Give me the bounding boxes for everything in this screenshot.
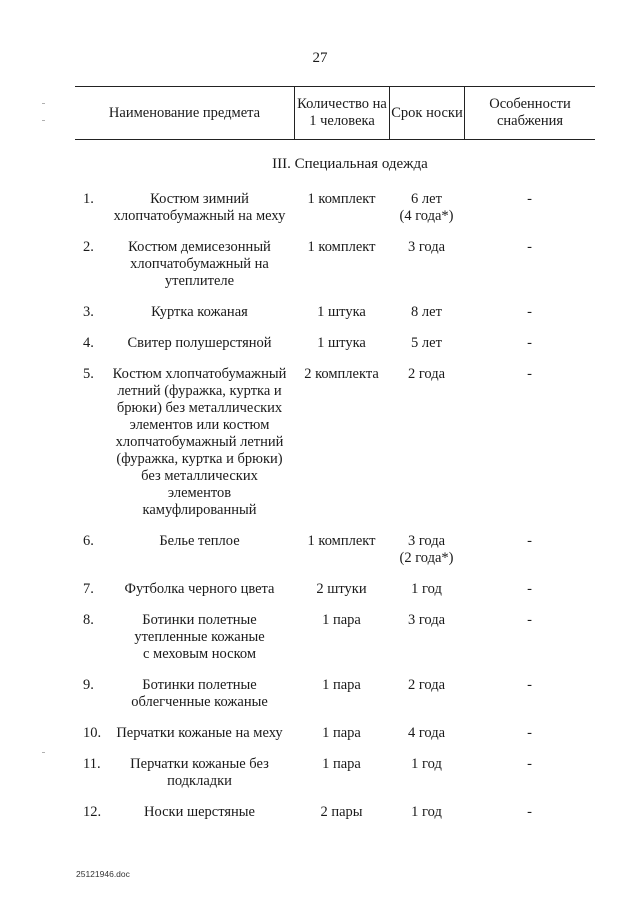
- row-number: 2.: [83, 239, 94, 255]
- header-name: Наименование предмета: [108, 104, 261, 121]
- item-name-line: камуфлированный: [142, 502, 257, 518]
- item-term-line: 8 лет: [411, 304, 442, 320]
- item-name: [105, 677, 294, 711]
- item-term-line: 4 года: [407, 725, 446, 741]
- table-row: [75, 804, 595, 821]
- table-row: [75, 335, 595, 352]
- item-name-line: утепленные кожаные: [134, 629, 265, 645]
- item-name-line: с меховым носком: [142, 646, 257, 662]
- row-number: 6.: [83, 533, 94, 549]
- item-name-line: Свитер полушерстяной: [127, 335, 272, 351]
- item-term: [389, 612, 464, 663]
- item-name: [105, 725, 294, 742]
- margin-mark: [42, 752, 45, 753]
- footer-doc-code: 25121946.doc: [76, 869, 130, 879]
- item-quantity: 1 пара: [322, 756, 361, 772]
- item-features: -: [527, 677, 532, 693]
- row-number: 4.: [83, 335, 94, 351]
- item-name: [105, 612, 294, 663]
- item-features: -: [527, 304, 532, 320]
- table-row: [75, 725, 595, 742]
- table-row: [75, 756, 595, 790]
- header-quantity: Количество на 1 человека: [294, 87, 389, 139]
- item-name-line: Перчатки кожаные без: [130, 756, 269, 772]
- item-term-line: (2 года*): [399, 550, 454, 566]
- item-quantity: 2 штуки: [316, 581, 367, 597]
- table-header: [75, 86, 595, 140]
- item-name: [105, 304, 294, 321]
- row-number: 3.: [83, 304, 94, 320]
- item-term-line: 1 год: [411, 581, 442, 597]
- margin-mark: [42, 120, 45, 121]
- item-name-line: элементов или костюм: [129, 417, 270, 433]
- item-quantity: 1 комплект: [307, 191, 376, 207]
- item-features: -: [527, 725, 532, 741]
- item-term-line: 3 года: [407, 612, 446, 628]
- table-row: [75, 304, 595, 321]
- header-features: Особенности снабжения: [464, 87, 595, 139]
- item-quantity: 1 штука: [317, 335, 366, 351]
- table-row: [75, 677, 595, 711]
- item-name: [105, 581, 294, 598]
- item-quantity: 1 штука: [317, 304, 366, 320]
- item-term: [389, 581, 464, 598]
- item-name-line: утеплителе: [164, 273, 235, 289]
- item-name-line: элементов: [167, 485, 232, 501]
- row-number: 8.: [83, 612, 94, 628]
- item-features: -: [527, 191, 532, 207]
- item-name: [105, 804, 294, 821]
- item-term: [389, 191, 464, 225]
- item-quantity: 1 комплект: [307, 239, 376, 255]
- table-body: [75, 191, 595, 835]
- row-number: 10.: [83, 725, 102, 741]
- item-name-line: без металлических: [141, 468, 258, 484]
- item-term: [389, 677, 464, 711]
- item-term-line: 1 год: [411, 756, 442, 772]
- item-quantity: 1 пара: [322, 677, 361, 693]
- row-number: 12.: [83, 804, 102, 820]
- header-term: Срок носки: [389, 87, 464, 139]
- item-term-line: 1 год: [411, 804, 442, 820]
- item-name-line: хлопчатобумажный на меху: [113, 208, 286, 224]
- row-number: 7.: [83, 581, 94, 597]
- item-term-line: 5 лет: [411, 335, 442, 351]
- item-name-line: Белье теплое: [159, 533, 240, 549]
- table-row: [75, 239, 595, 290]
- item-features: -: [527, 366, 532, 382]
- section-title: III. Специальная одежда: [272, 156, 428, 172]
- item-term: [389, 366, 464, 519]
- item-term: [389, 756, 464, 790]
- item-features: -: [527, 335, 532, 351]
- item-name-line: Футболка черного цвета: [124, 581, 275, 597]
- item-features: -: [527, 581, 532, 597]
- item-name-line: Костюм хлопчатобумажный: [112, 366, 287, 382]
- row-number: 9.: [83, 677, 94, 693]
- table-row: [75, 581, 595, 598]
- item-name: [105, 366, 294, 519]
- item-term: [389, 335, 464, 352]
- item-quantity: 1 пара: [322, 612, 361, 628]
- item-name-line: Ботинки полетные: [142, 677, 257, 693]
- item-term-line: 3 года: [407, 239, 446, 255]
- item-term-line: 6 лет: [411, 191, 442, 207]
- item-quantity: 2 пары: [320, 804, 363, 820]
- item-features: -: [527, 756, 532, 772]
- item-name-line: Костюм зимний: [150, 191, 249, 207]
- item-name-line: брюки) без металлических: [116, 400, 283, 416]
- item-term: [389, 304, 464, 321]
- item-term-line: 3 года: [407, 533, 446, 549]
- table-row: [75, 612, 595, 663]
- margin-mark: [42, 103, 45, 104]
- item-name: [105, 533, 294, 567]
- item-term: [389, 239, 464, 290]
- page-number: 27: [312, 50, 328, 66]
- item-name-line: Ботинки полетные: [142, 612, 257, 628]
- row-number: 5.: [83, 366, 94, 382]
- item-name-line: Перчатки кожаные на меху: [116, 725, 283, 741]
- item-term-line: 2 года: [407, 366, 446, 382]
- item-term-line: 2 года: [407, 677, 446, 693]
- item-name-line: Костюм демисезонный: [128, 239, 271, 255]
- item-name: [105, 191, 294, 225]
- item-features: -: [527, 612, 532, 628]
- item-quantity: 1 комплект: [307, 533, 376, 549]
- row-number: 1.: [83, 191, 94, 207]
- table-row: [75, 366, 595, 519]
- item-name: [105, 239, 294, 290]
- item-name-line: хлопчатобумажный на: [130, 256, 269, 272]
- item-quantity: 1 пара: [322, 725, 361, 741]
- item-name: [105, 756, 294, 790]
- item-name-line: Носки шерстяные: [144, 804, 255, 820]
- item-name-line: летний (фуражка, куртка и: [117, 383, 282, 399]
- item-features: -: [527, 533, 532, 549]
- row-number: 11.: [83, 756, 101, 772]
- item-name-line: Куртка кожаная: [151, 304, 248, 320]
- item-term: [389, 725, 464, 742]
- item-name-line: (фуражка, куртка и брюки): [116, 451, 283, 467]
- table-row: [75, 191, 595, 225]
- item-features: -: [527, 804, 532, 820]
- item-term: [389, 804, 464, 821]
- item-name-line: облегченные кожаные: [131, 694, 268, 710]
- item-features: -: [527, 239, 532, 255]
- item-name: [105, 335, 294, 352]
- table-row: [75, 533, 595, 567]
- item-name-line: подкладки: [167, 773, 232, 789]
- item-term: [389, 533, 464, 567]
- item-quantity: 2 комплекта: [304, 366, 379, 382]
- item-name-line: хлопчатобумажный летний: [115, 434, 284, 450]
- item-term-line: (4 года*): [399, 208, 454, 224]
